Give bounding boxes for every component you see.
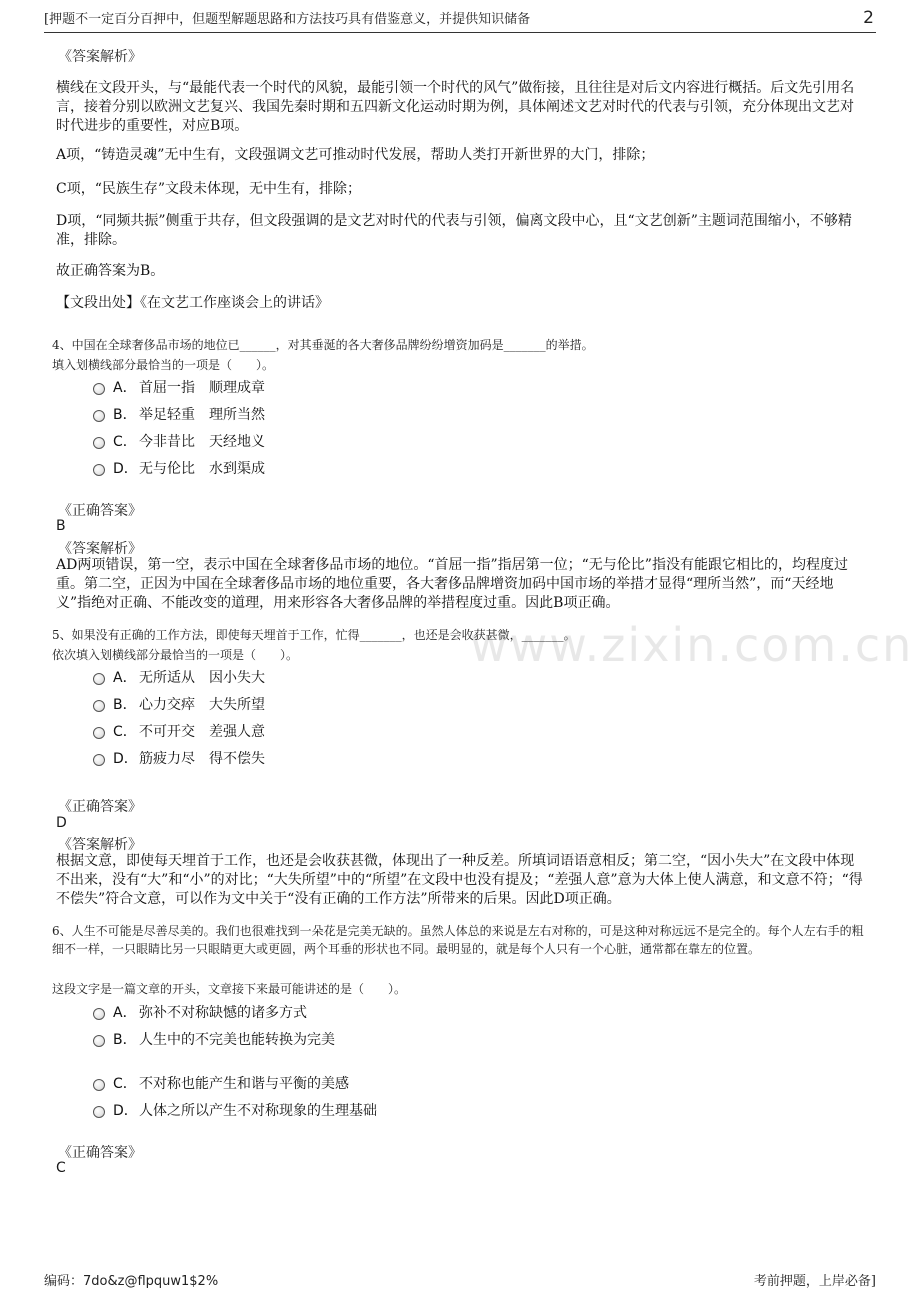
q5-stem: 5、如果没有正确的工作方法，即使每天埋首于工作，忙得_______，也还是会收获甚微，_______。 [52,628,576,642]
q5-answer-label: 《正确答案》 [58,799,142,815]
q5-answer: D [56,815,67,831]
q6-option-d[interactable]: D．人体之所以产生不对称现象的生理基础 [93,1100,377,1120]
q5-option-d[interactable]: D．筋疲力尽 得不偿失 [93,748,265,768]
q4-option-b[interactable]: B． 举足轻重 理所当然 [93,404,265,424]
radio-icon[interactable] [93,1008,105,1020]
radio-icon[interactable] [93,1035,105,1047]
radio-icon[interactable] [93,437,105,449]
radio-icon[interactable] [93,673,105,685]
q5-analysis-label: 《答案解析》 [58,837,142,853]
analysis-option-d: D项，“同频共振”侧重于共存，但文段强调的是文艺对时代的代表与引领，偏离文段中心，且“文艺创新”主题词范围缩小，不够精准，排除。 [56,213,852,248]
radio-icon[interactable] [93,700,105,712]
q4-analysis-label: 《答案解析》 [58,541,142,557]
radio-icon[interactable] [93,383,105,395]
q4-answer-label: 《正确答案》 [58,503,142,519]
analysis-conclusion: 故正确答案为B。 [56,263,165,279]
radio-icon[interactable] [93,1079,105,1091]
footer-code [44,1270,218,1289]
q5-option-c[interactable]: C． 不可开交 差强人意 [93,721,265,741]
q5-instruction: 依次填入划横线部分最恰当的一项是（ ）。 [52,648,299,662]
footer-slogan: 考前押题，上岸必备] [753,1274,876,1289]
footer-code-label: 编码： [44,1274,84,1289]
q6-answer: C [56,1160,66,1176]
q5-option-b[interactable]: B． 心力交瘁 大失所望 [93,694,265,714]
footer-code-value: 7do&z@flpquw1$2% [83,1274,219,1289]
q4-stem: 4、中国在全球奢侈品市场的地位已______，对其垂涎的各大奢侈品牌纷纷增资加码是_______的举措。 [52,338,594,352]
header-text: [押题不一定百分百押中，但题型解题思路和方法技巧具有借鉴意义，并提供知识储备 [44,12,531,27]
q6-option-c[interactable]: C． 不对称也能产生和谐与平衡的美感 [93,1073,349,1093]
radio-icon[interactable] [93,1106,105,1118]
q6-answer-label: 《正确答案》 [58,1145,142,1161]
analysis-option-c: C项，“民族生存”文段未体现，无中生有，排除； [56,181,362,197]
page-header [44,10,876,33]
radio-icon[interactable] [93,410,105,422]
q4-option-c[interactable]: C． 今非昔比 天经地义 [93,431,265,451]
watermark: www.zixin.com.cn [470,618,914,672]
q4-option-a[interactable]: A． 首屈一指 顺理成章 [93,377,265,397]
q6-option-b[interactable]: B． 人生中的不完美也能转换为完美 [93,1029,335,1049]
passage-source: 【文段出处】《在文艺工作座谈会上的讲话》 [56,295,329,311]
page-number: 2 [863,8,874,28]
analysis-paragraph: 横线在文段开头，与“最能代表一个时代的风貌，最能引领一个时代的风气”做衔接，且往往是对后文内容进行概括。后文先引用名言，接着分别以欧洲文艺复兴、我国先秦时期和五四新文化运动时期为例，具体阐述文艺对时代的代表与引领，充分体现出文艺对时代进步的重要性，对应B项。 [56,80,855,134]
radio-icon[interactable] [93,754,105,766]
q6-instruction: 这段文字是一篇文章的开头，文章接下来最可能讲述的是（ ）。 [52,982,407,996]
q4-analysis: AD两项错误，第一空，表示中国在全球奢侈品市场的地位。“首屈一指”指居第一位；“无与伦比”指没有能跟它相比的，均程度过重。第二空，正因为中国在全球奢侈品市场的地位重要，各大奢侈品牌增资加码中国市场的举措才显得“理所当然”，而“天经地义”指绝对正确、不能改变的道理，用来形容各大奢侈品牌的举措程度过重。因此B项正确。 [56,557,848,611]
analysis-label: 《答案解析》 [58,49,142,65]
q5-option-a[interactable]: A． 无所适从 因小失大 [93,667,265,687]
q6-stem: 6、人生不可能是尽善尽美的。我们也很难找到一朵花是完美无缺的。虽然人体总的来说是左右对称的，可是这种对称远远不是完全的。每个人左右手的粗细不一样，一只眼睛比另一只眼睛更大或更圆，两个耳垂的形状也不同。最明显的，就是每个人只有一个心脏，通常都在靠左的位置。 [52,924,864,956]
q6-option-a[interactable]: A． 弥补不对称缺憾的诸多方式 [93,1002,307,1022]
q4-answer: B [56,518,66,534]
q4-instruction: 填入划横线部分最恰当的一项是（ ）。 [52,358,275,372]
q5-analysis: 根据文意，即使每天埋首于工作，也还是会收获甚微，体现出了一种反差。所填词语语意相反；第二空，“因小失大”在文段中体现不出来，没有“大”和“小”的对比；“大失所望”中的“所望”在文段中也没有提及；“差强人意”意为大体上使人满意，和文意不符；“得不偿失”符合文意，可以作为文中关于“没有正确的工作方法”所带来的后果。因此D项正确。 [56,853,863,907]
radio-icon[interactable] [93,464,105,476]
analysis-option-a: A项，“铸造灵魂”无中生有，文段强调文艺可推动时代发展，帮助人类打开新世界的大门，排除； [56,147,655,163]
radio-icon[interactable] [93,727,105,739]
q4-option-d[interactable]: D．无与伦比 水到渠成 [93,458,265,478]
